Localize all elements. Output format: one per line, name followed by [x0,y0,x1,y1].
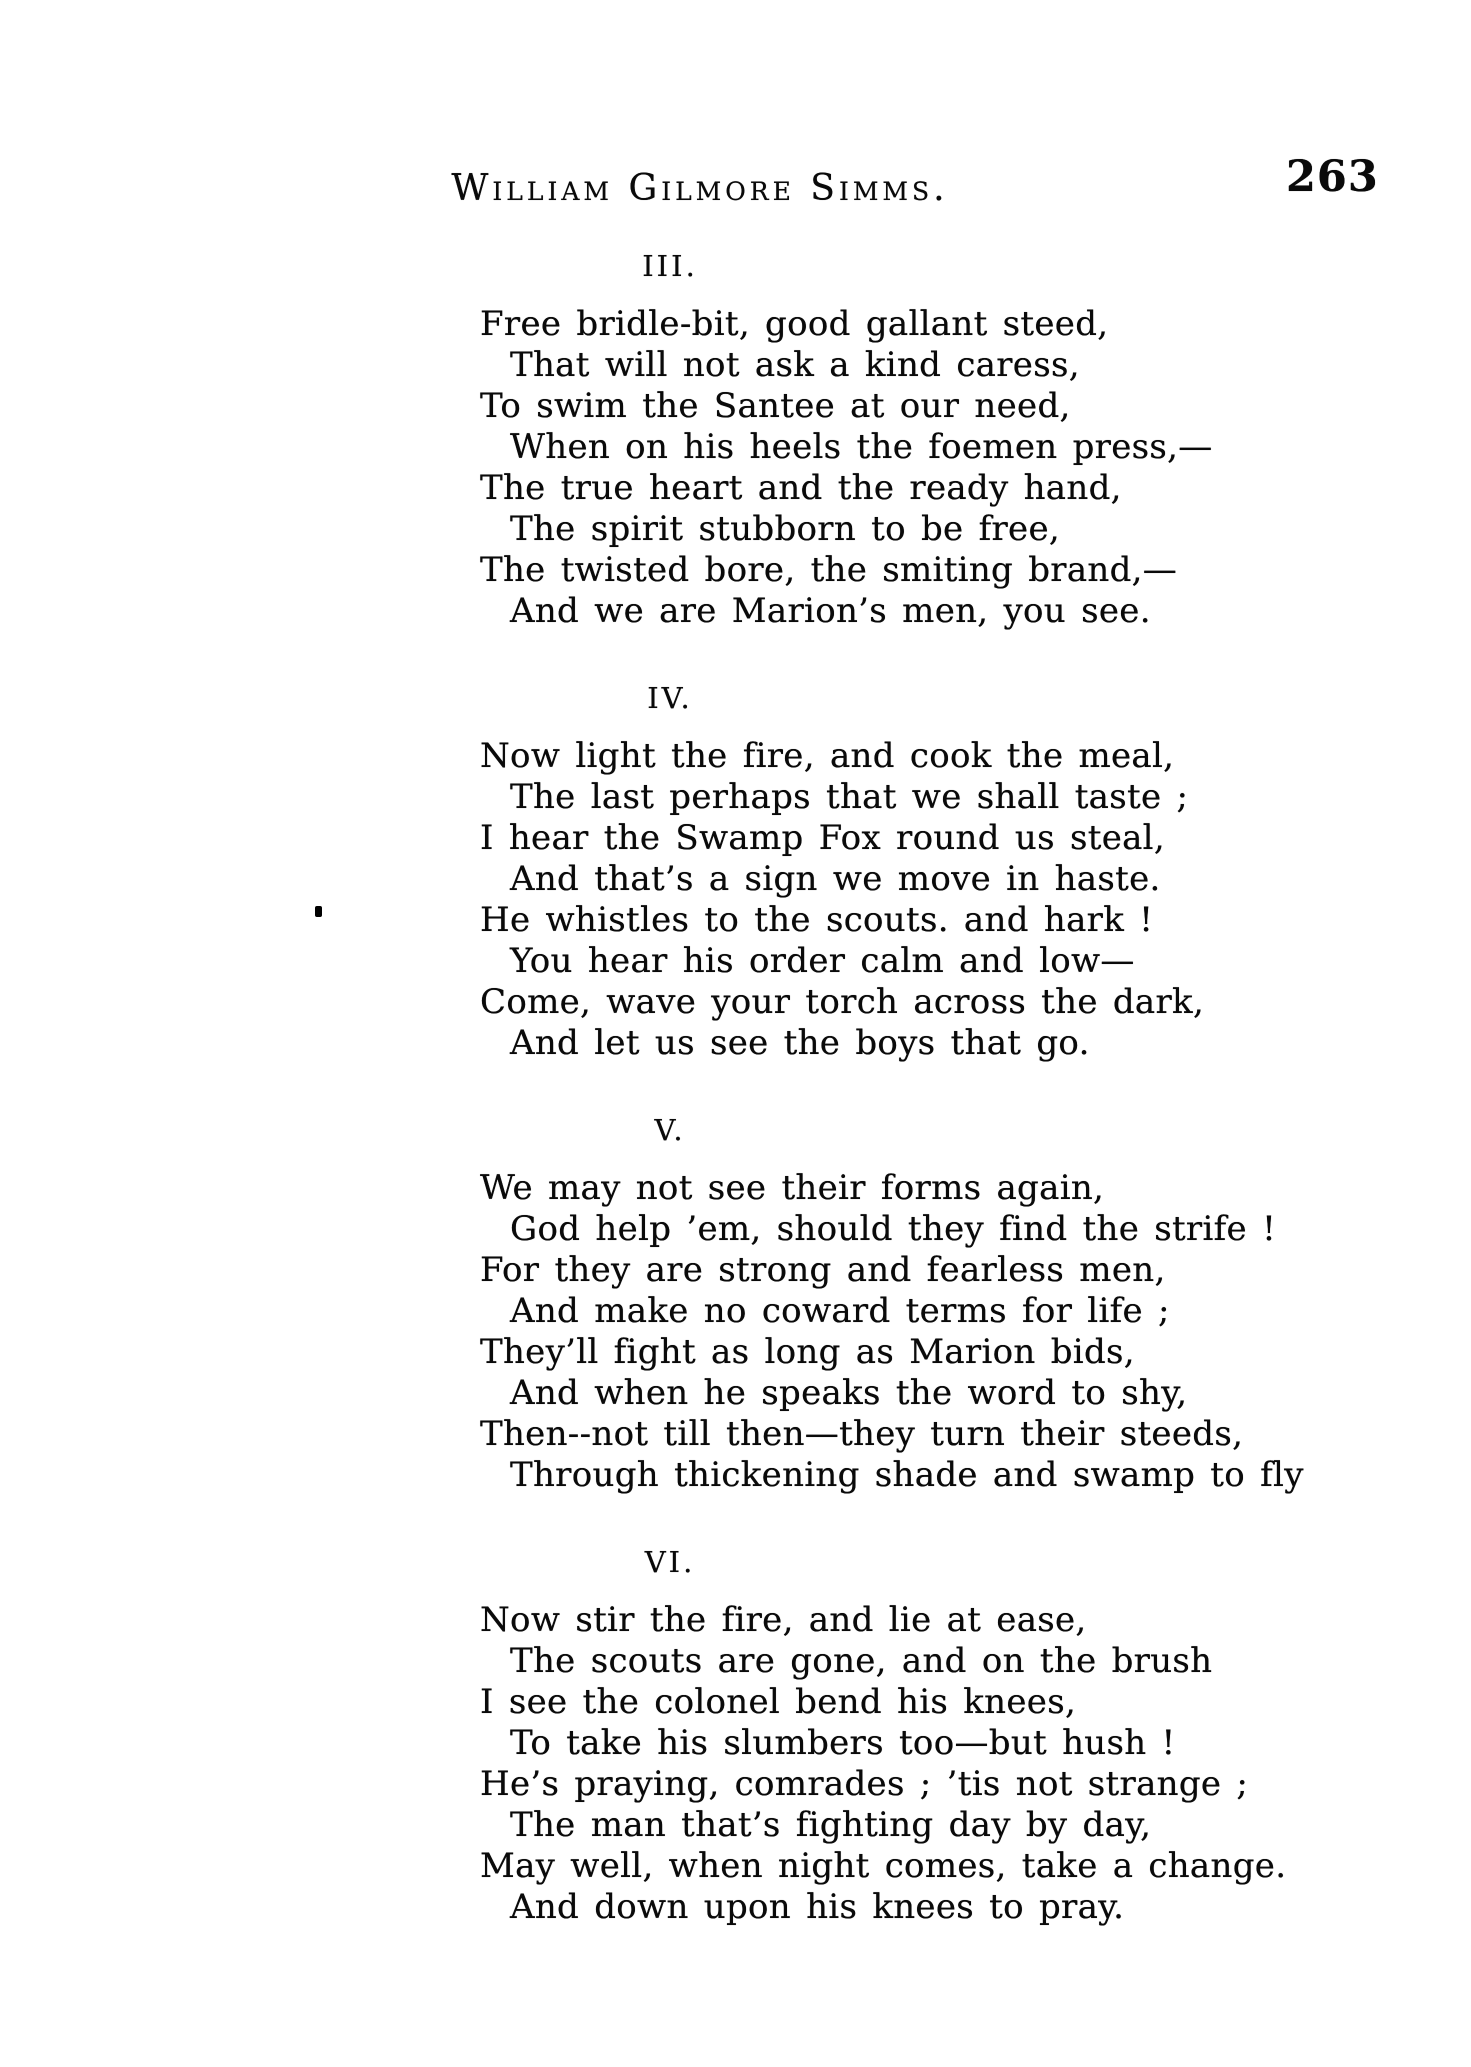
poem-line: To take his slumbers too—but hush ! [510,1723,1176,1763]
poem-line: And we are Marion’s men, you see. [510,591,1151,631]
poem-line: They’ll fight as long as Marion bids, [480,1332,1135,1372]
poem-line: Through thickening shade and swamp to fly [510,1455,1304,1495]
stanza-numeral: III. [642,249,698,283]
poem [480,248,1304,1928]
poem-line: The last perhaps that we shall taste ; [510,777,1189,817]
poem-line: When on his heels the foemen press,— [510,427,1213,467]
poem-line: Then--not till then—they turn their steeds, [480,1414,1244,1454]
poem-line: The spirit stubborn to be free, [510,509,1060,549]
poem-line: Free bridle-bit, good gallant steed, [480,304,1109,344]
poem-line: The scouts are gone, and on the brush [510,1641,1213,1681]
poem-line: Now light the fire, and cook the meal, [480,736,1175,776]
poem-line: For they are strong and fearless men, [480,1250,1166,1290]
stanza [480,1112,1304,1496]
stanza-numeral: VI. [644,1545,696,1579]
poem-line: I hear the Swamp Fox round us steal, [480,818,1165,858]
poem-line: He’s praying, comrades ; ’tis not strange ; [480,1764,1249,1804]
poem-line: Come, wave your torch across the dark, [480,982,1205,1022]
poem-line: He whistles to the scouts. and hark ! [480,900,1154,940]
page-number: 263 [1286,152,1379,202]
stanza-numeral: V. [654,1113,686,1147]
poem-line: The twisted bore, the smiting brand,— [480,550,1178,590]
poem-line: That will not ask a kind caress, [510,345,1080,385]
poem-line: You hear his order calm and low— [510,941,1135,981]
poem-line: To swim the Santee at our need, [480,386,1071,426]
poem-line: I see the colonel bend his knees, [480,1682,1077,1722]
running-header-title: William Gilmore Simms. [451,168,949,209]
stanza [480,248,1260,632]
poem-line: God help ’em, should they find the strife ! [510,1209,1277,1249]
poem-line: And down upon his knees to pray. [510,1887,1125,1927]
poem-line: And let us see the boys that go. [510,1023,1090,1063]
poem-line: And make no coward terms for life ; [510,1291,1170,1331]
stanza-numeral: IV. [647,681,693,715]
poem-line: We may not see their forms again, [480,1168,1105,1208]
ink-speck-artifact [315,906,322,917]
poem-line: May well, when night comes, take a change. [480,1846,1287,1886]
poem-line: The true heart and the ready hand, [480,468,1122,508]
poem-line: Now stir the fire, and lie at ease, [480,1600,1087,1640]
poem-line: And when he speaks the word to shy, [510,1373,1188,1413]
poem-line: The man that’s fighting day by day, [510,1805,1152,1845]
stanza [480,1544,1287,1928]
poem-line: And that’s a sign we move in haste. [510,859,1161,899]
stanza [480,680,1260,1064]
